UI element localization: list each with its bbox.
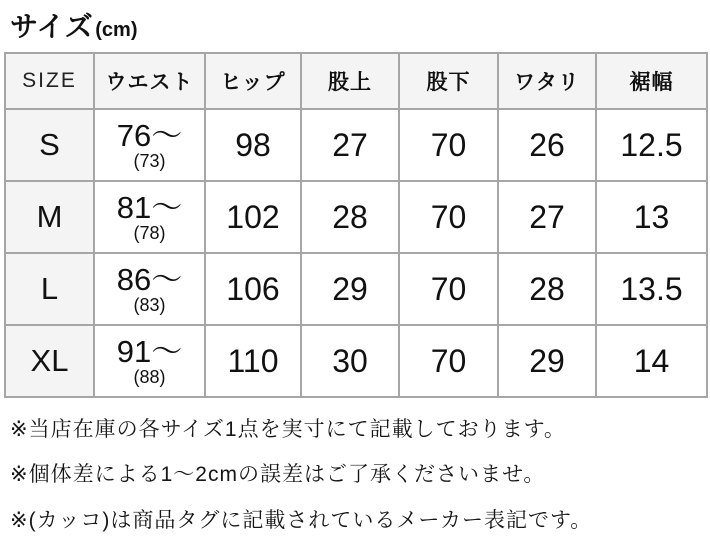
- rise-value: 29: [301, 253, 399, 325]
- waist-maker-tag: (73): [133, 151, 166, 171]
- col-header-rise: 股上: [301, 53, 399, 109]
- notes-section: [10, 416, 710, 534]
- table-row-xl: [5, 325, 707, 397]
- title-unit-label: (cm): [95, 19, 138, 41]
- col-header-hem-width: 裾幅: [596, 53, 707, 109]
- col-header-inseam: 股下: [399, 53, 498, 109]
- note-maker-notation: ※(カッコ)は商品タグに記載されているメーカー表記です。: [10, 508, 593, 532]
- thigh-value: 28: [498, 253, 596, 325]
- waist-value: 81〜: [116, 190, 183, 225]
- rise-value: 28: [301, 181, 399, 253]
- page-title: [0, 0, 710, 45]
- waist-cell: [94, 181, 205, 253]
- waist-cell: [94, 109, 205, 181]
- hip-value: 98: [205, 109, 301, 181]
- rise-value: 30: [301, 325, 399, 397]
- col-header-waist: ウエスト: [94, 53, 205, 109]
- waist-value: 91〜: [116, 334, 183, 369]
- waist-maker-tag: (88): [133, 367, 166, 387]
- thigh-value: 29: [498, 325, 596, 397]
- hem-width-value: 13.5: [596, 253, 707, 325]
- header-row: [5, 53, 707, 109]
- col-header-size: SIZE: [5, 53, 94, 109]
- waist-maker-tag: (83): [133, 295, 166, 315]
- title-text: サイズ: [10, 11, 94, 42]
- col-header-hip: ヒップ: [205, 53, 301, 109]
- hem-width-value: 13: [596, 181, 707, 253]
- waist-cell: [94, 253, 205, 325]
- hem-width-value: 14: [596, 325, 707, 397]
- thigh-value: 27: [498, 181, 596, 253]
- inseam-value: 70: [399, 109, 498, 181]
- rise-value: 27: [301, 109, 399, 181]
- size-label: M: [5, 181, 94, 253]
- hem-width-value: 12.5: [596, 109, 707, 181]
- hip-value: 102: [205, 181, 301, 253]
- table-row-s: [5, 109, 707, 181]
- waist-value: 86〜: [116, 262, 183, 297]
- col-header-thigh: ワタリ: [498, 53, 596, 109]
- size-label: XL: [5, 325, 94, 397]
- waist-cell: [94, 325, 205, 397]
- note-tolerance: ※個体差による1〜2cmの誤差はご了承くださいませ。: [10, 463, 546, 487]
- inseam-value: 70: [399, 325, 498, 397]
- table-row-m: [5, 181, 707, 253]
- size-label: L: [5, 253, 94, 325]
- table-row-l: [5, 253, 707, 325]
- size-spec-table: [4, 52, 708, 398]
- hip-value: 106: [205, 253, 301, 325]
- waist-value: 76〜: [116, 118, 183, 153]
- hip-value: 110: [205, 325, 301, 397]
- waist-maker-tag: (78): [133, 223, 166, 243]
- size-label: S: [5, 109, 94, 181]
- thigh-value: 26: [498, 109, 596, 181]
- inseam-value: 70: [399, 253, 498, 325]
- inseam-value: 70: [399, 181, 498, 253]
- note-actual-measurement: ※当店在庫の各サイズ1点を実寸にて記載しております。: [10, 418, 566, 441]
